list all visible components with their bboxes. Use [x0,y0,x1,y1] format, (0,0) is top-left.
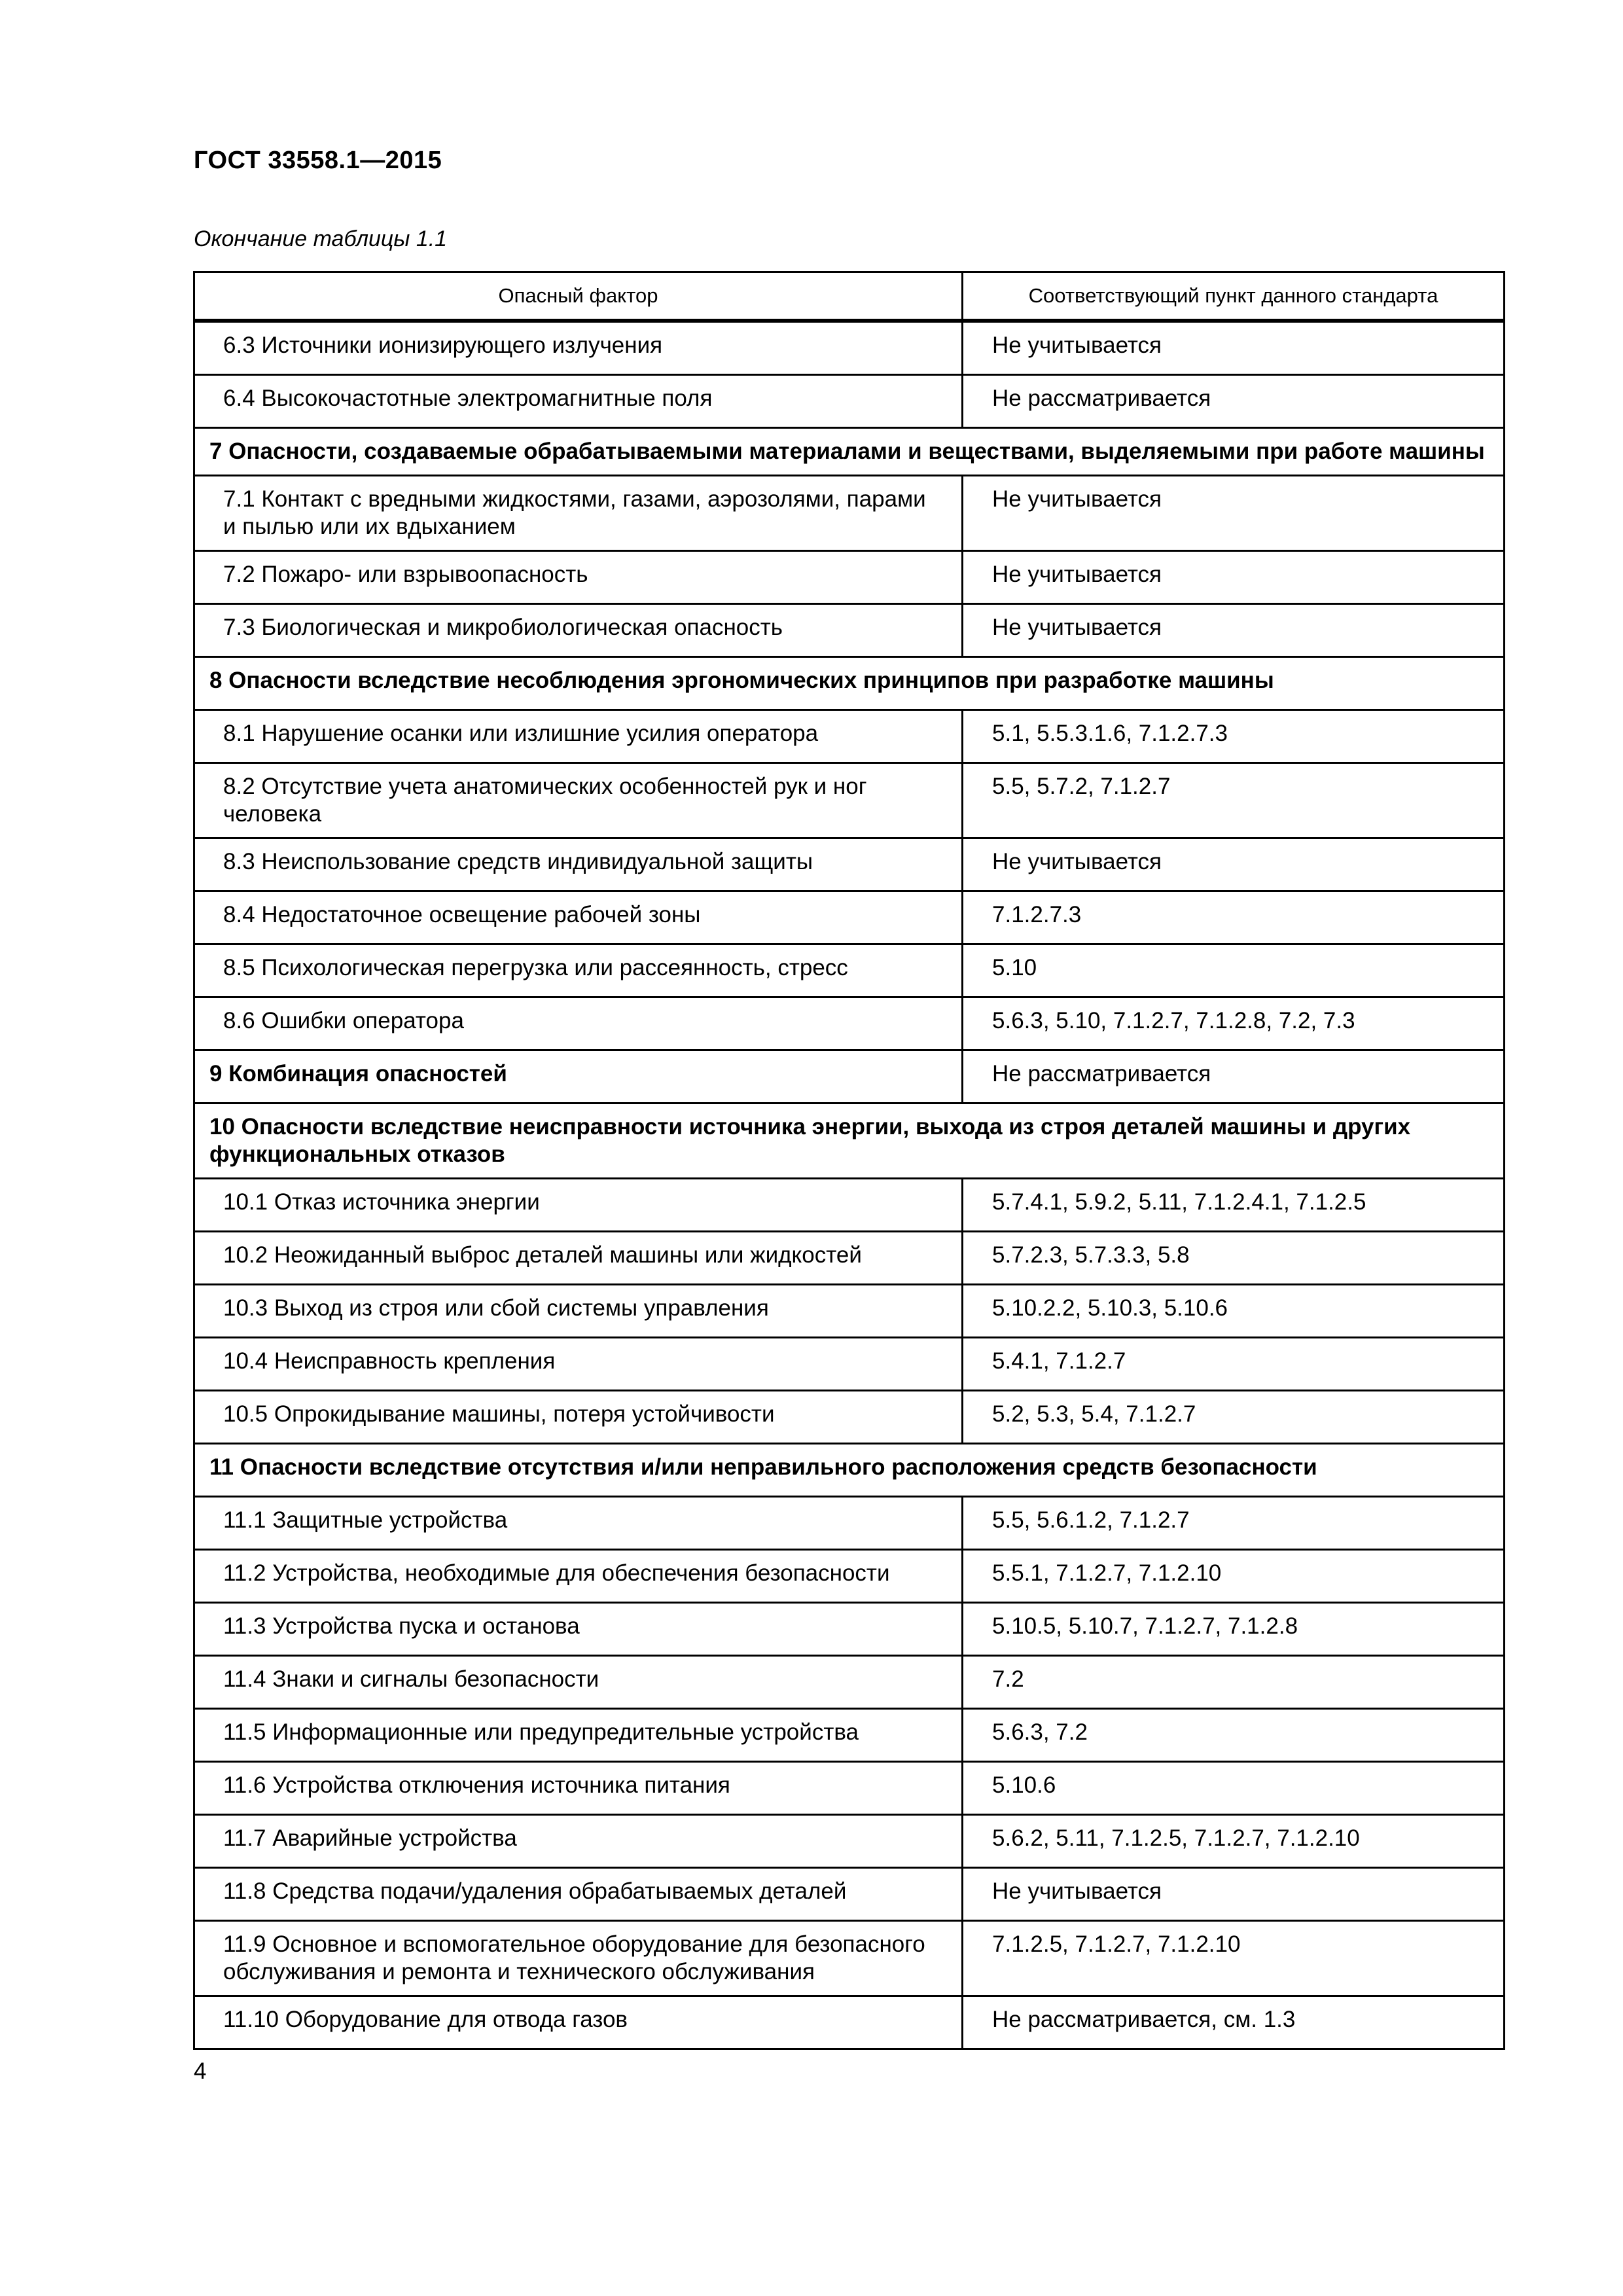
hazard-cell: 10.3 Выход из строя или сбой системы управления [194,1285,963,1338]
table-row [194,710,1505,763]
hazard-cell: 11.6 Устройства отключения источника питания [194,1762,963,1815]
hazard-cell: 8.4 Недостаточное освещение рабочей зоны [194,891,963,944]
reference-cell: Не учитывается [963,551,1505,604]
table-row [194,838,1505,891]
reference-cell: Не учитывается [963,1868,1505,1921]
column-header-hazard: Опасный фактор [194,272,963,321]
reference-cell: 5.1, 5.5.3.1.6, 7.1.2.7.3 [963,710,1505,763]
hazard-cell: 11.10 Оборудование для отвода газов [194,1996,963,2049]
reference-cell: 5.10.2.2, 5.10.3, 5.10.6 [963,1285,1505,1338]
reference-cell: 5.5, 5.6.1.2, 7.1.2.7 [963,1497,1505,1550]
section-row [194,1444,1505,1497]
table-row [194,1232,1505,1285]
table-row [194,1709,1505,1762]
reference-cell: 5.5, 5.7.2, 7.1.2.7 [963,763,1505,838]
table-row [194,1550,1505,1603]
hazard-cell: 7.2 Пожаро- или взрывоопасность [194,551,963,604]
hazard-cell: 10.5 Опрокидывание машины, потеря устойчивости [194,1391,963,1444]
reference-cell: 5.6.3, 5.10, 7.1.2.7, 7.1.2.8, 7.2, 7.3 [963,997,1505,1050]
reference-cell: Не учитывается [963,476,1505,551]
reference-cell: 5.10 [963,944,1505,997]
table-row [194,604,1505,657]
section-heading-cell: 8 Опасности вследствие несоблюдения эргономических принципов при разработке машины [194,657,1505,710]
reference-cell: Не учитывается [963,321,1505,375]
reference-cell: 5.7.2.3, 5.7.3.3, 5.8 [963,1232,1505,1285]
hazard-cell: 7.3 Биологическая и микробиологическая опасность [194,604,963,657]
section-heading-cell: 11 Опасности вследствие отсутствия и/или неправильного расположения средств безопасности [194,1444,1505,1497]
reference-cell: Не учитывается [963,838,1505,891]
hazard-cell: 10.1 Отказ источника энергии [194,1179,963,1232]
table-row [194,321,1505,375]
reference-cell: 5.7.4.1, 5.9.2, 5.11, 7.1.2.4.1, 7.1.2.5 [963,1179,1505,1232]
reference-cell: 5.4.1, 7.1.2.7 [963,1338,1505,1391]
reference-cell: 5.2, 5.3, 5.4, 7.1.2.7 [963,1391,1505,1444]
table-row [194,1497,1505,1550]
table-row [194,1391,1505,1444]
table-row [194,1603,1505,1656]
hazard-cell: 11.4 Знаки и сигналы безопасности [194,1656,963,1709]
hazard-cell: 7.1 Контакт с вредными жидкостями, газами, аэрозолями, парами и пылью или их вдыханием [194,476,963,551]
section-heading-cell: 7 Опасности, создаваемые обрабатываемыми материалами и веществами, выделяемыми при работе машины [194,428,1505,476]
table-row [194,1921,1505,1996]
reference-cell: Не учитывается [963,604,1505,657]
reference-cell: 5.6.2, 5.11, 7.1.2.5, 7.1.2.7, 7.1.2.10 [963,1815,1505,1868]
column-header-reference: Соответствующий пункт данного стандарта [963,272,1505,321]
group-row [194,1050,1505,1103]
hazard-cell: 8.3 Неиспользование средств индивидуальной защиты [194,838,963,891]
section-row [194,1103,1505,1179]
table-row [194,1338,1505,1391]
table-row [194,1815,1505,1868]
table-row [194,1179,1505,1232]
group-heading-cell: 9 Комбинация опасностей [194,1050,963,1103]
hazard-cell: 10.4 Неисправность крепления [194,1338,963,1391]
table-row [194,375,1505,428]
table-row [194,1868,1505,1921]
hazard-cell: 11.2 Устройства, необходимые для обеспечения безопасности [194,1550,963,1603]
table-row [194,763,1505,838]
reference-cell: 7.2 [963,1656,1505,1709]
table-row [194,476,1505,551]
section-row [194,657,1505,710]
hazard-cell: 11.3 Устройства пуска и останова [194,1603,963,1656]
hazard-cell: 6.3 Источники ионизирующего излучения [194,321,963,375]
page-number: 4 [194,2058,207,2084]
reference-cell: Не рассматривается [963,1050,1505,1103]
reference-cell: Не рассматривается [963,375,1505,428]
hazard-cell: 6.4 Высокочастотные электромагнитные поля [194,375,963,428]
hazard-cell: 10.2 Неожиданный выброс деталей машины или жидкостей [194,1232,963,1285]
hazard-cell: 11.1 Защитные устройства [194,1497,963,1550]
hazard-cell: 8.2 Отсутствие учета анатомических особенностей рук и ног человека [194,763,963,838]
hazards-table [193,271,1505,2050]
hazard-cell: 8.5 Психологическая перегрузка или рассеянность, стресс [194,944,963,997]
table-row [194,944,1505,997]
hazard-cell: 8.6 Ошибки оператора [194,997,963,1050]
reference-cell: 7.1.2.7.3 [963,891,1505,944]
table-row [194,1762,1505,1815]
table-row [194,1996,1505,2049]
table-row [194,891,1505,944]
reference-cell: 7.1.2.5, 7.1.2.7, 7.1.2.10 [963,1921,1505,1996]
table-caption: Окончание таблицы 1.1 [194,226,448,251]
hazard-cell: 11.9 Основное и вспомогательное оборудование для безопасного обслуживания и ремонта и технического обслуживания [194,1921,963,1996]
hazard-cell: 11.7 Аварийные устройства [194,1815,963,1868]
table-row [194,551,1505,604]
reference-cell: 5.6.3, 7.2 [963,1709,1505,1762]
reference-cell: 5.10.6 [963,1762,1505,1815]
table-row [194,1285,1505,1338]
section-heading-cell: 10 Опасности вследствие неисправности источника энергии, выхода из строя деталей машины и других функциональных отказов [194,1103,1505,1179]
hazard-cell: 8.1 Нарушение осанки или излишние усилия оператора [194,710,963,763]
table-header-row [194,272,1505,321]
document-header: ГОСТ 33558.1—2015 [194,147,442,174]
table-row [194,1656,1505,1709]
hazard-cell: 11.8 Средства подачи/удаления обрабатываемых деталей [194,1868,963,1921]
reference-cell: 5.5.1, 7.1.2.7, 7.1.2.10 [963,1550,1505,1603]
table-row [194,997,1505,1050]
section-row [194,428,1505,476]
reference-cell: 5.10.5, 5.10.7, 7.1.2.7, 7.1.2.8 [963,1603,1505,1656]
hazard-cell: 11.5 Информационные или предупредительные устройства [194,1709,963,1762]
reference-cell: Не рассматривается, см. 1.3 [963,1996,1505,2049]
